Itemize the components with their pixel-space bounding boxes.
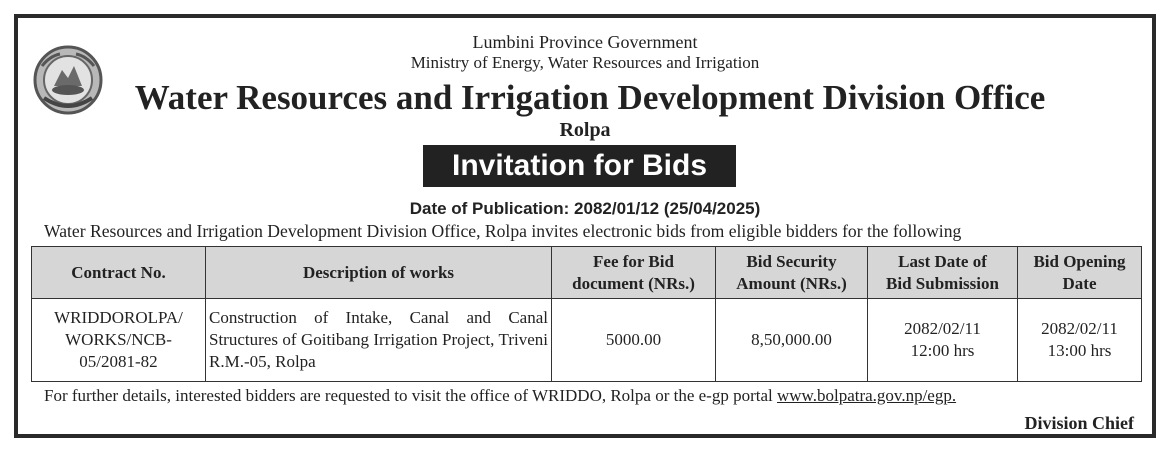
cell-description: Construction of Intake, Canal and Canal Structures of Goitibang Irrigation Project, Triveni R.M.-05, Rolpa bbox=[206, 299, 552, 382]
table-header-row bbox=[32, 247, 1142, 299]
intro-text: Water Resources and Irrigation Development Division Office, Rolpa invites electronic bids from eligible bidders for the following bbox=[44, 221, 962, 241]
cell-bid-security: 8,50,000.00 bbox=[716, 299, 868, 382]
header-bid-security: Bid Security Amount (NRs.) bbox=[716, 247, 868, 299]
cell-contract-no: WRIDDOROLPA/ WORKS/NCB- 05/2081-82 bbox=[32, 299, 206, 382]
further-details bbox=[44, 385, 956, 407]
bids-table bbox=[31, 246, 1142, 382]
office-name: Water Resources and Irrigation Development Division Office bbox=[134, 78, 1046, 117]
header-last-date: Last Date of Bid Submission bbox=[868, 247, 1018, 299]
further-details-text: For further details, interested bidders are requested to visit the office of WRIDDO, Rolpa or the e-gp portal bbox=[44, 386, 773, 405]
government-name: Lumbini Province Government bbox=[472, 32, 698, 52]
cell-last-date: 2082/02/11 12:00 hrs bbox=[868, 299, 1018, 382]
notice-title: Invitation for Bids bbox=[423, 145, 736, 187]
header-fee: Fee for Bid document (NRs.) bbox=[552, 247, 716, 299]
table-row bbox=[32, 299, 1142, 382]
cell-fee: 5000.00 bbox=[552, 299, 716, 382]
header-opening-date: Bid Opening Date bbox=[1018, 247, 1142, 299]
portal-link[interactable]: www.bolpatra.gov.np/egp. bbox=[777, 386, 957, 405]
cell-opening-date: 2082/02/11 13:00 hrs bbox=[1018, 299, 1142, 382]
header-description: Description of works bbox=[206, 247, 552, 299]
publication-date: Date of Publication: 2082/01/12 (25/04/2025) bbox=[409, 199, 761, 218]
header-contract-no: Contract No. bbox=[32, 247, 206, 299]
ministry-name: Ministry of Energy, Water Resources and Irrigation bbox=[410, 53, 760, 72]
district-name: Rolpa bbox=[559, 119, 611, 141]
signature: Division Chief bbox=[1024, 413, 1134, 433]
